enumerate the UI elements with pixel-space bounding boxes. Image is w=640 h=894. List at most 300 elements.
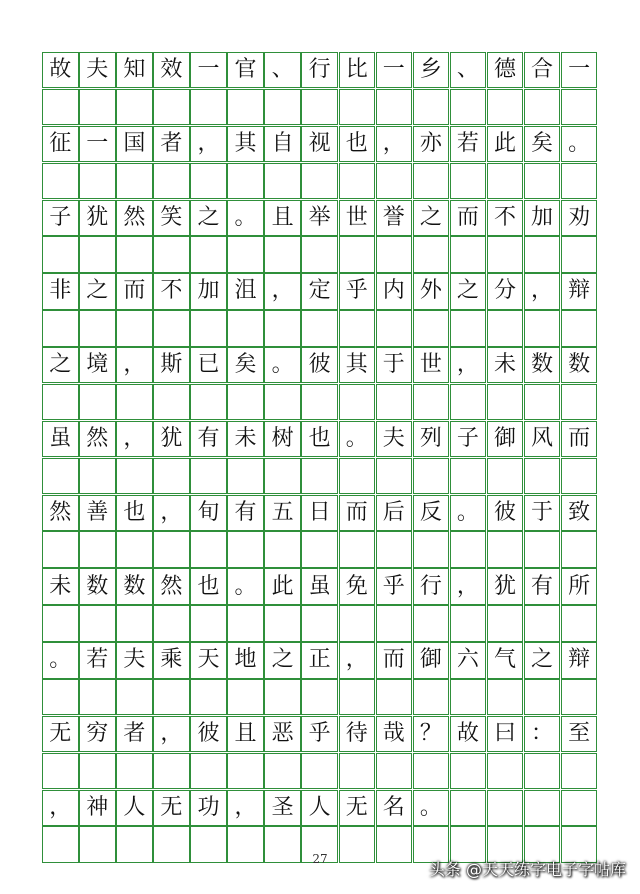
grid-cell: 夫 [79,52,116,88]
grid-cell: 虽 [301,568,338,604]
grid-cell: 日 [301,495,338,531]
grid-cell: 夫 [376,421,413,457]
practice-cell [524,753,561,789]
practice-cell [264,753,301,789]
grid-cell: 国 [116,126,153,162]
practice-cell [42,605,79,641]
grid-cell: 有 [190,421,227,457]
grid-cell [524,790,561,826]
text-row [42,495,597,531]
practice-cell [376,458,413,494]
practice-cell [116,163,153,199]
practice-cell [264,236,301,272]
grid-cell: 彼 [301,347,338,383]
grid-cell: 也 [190,568,227,604]
grid-cell: 无 [339,790,376,826]
practice-cell [450,753,487,789]
practice-cell [487,531,524,567]
grid-cell: 然 [116,200,153,236]
practice-cell [524,236,561,272]
grid-cell: ， [227,790,264,826]
grid-cell: 于 [376,347,413,383]
grid-cell: 官 [227,52,264,88]
practice-cell [487,89,524,125]
practice-cell [264,605,301,641]
grid-cell: 不 [487,200,524,236]
practice-cell [190,531,227,567]
practice-cell [487,458,524,494]
grid-cell: ， [376,126,413,162]
practice-cell [413,236,450,272]
text-row [42,790,597,826]
practice-cell [153,679,190,715]
grid-cell: 。 [413,790,450,826]
grid-cell: 名 [376,790,413,826]
practice-cell [227,236,264,272]
practice-cell [376,163,413,199]
practice-cell [227,163,264,199]
grid-cell: 而 [116,273,153,309]
grid-cell: 所 [561,568,598,604]
practice-cell [413,384,450,420]
grid-cell: 圣 [264,790,301,826]
practice-cell [413,605,450,641]
grid-cell: 之 [190,200,227,236]
grid-cell: 后 [376,495,413,531]
grid-cell: 有 [524,568,561,604]
practice-cell [42,384,79,420]
practice-cell [190,163,227,199]
grid-cell: 恶 [264,716,301,752]
practice-cell [524,89,561,125]
grid-cell: 免 [339,568,376,604]
page-number: 27 [312,852,328,866]
practice-cell [190,753,227,789]
practice-cell [190,310,227,346]
grid-cell: 其 [227,126,264,162]
practice-cell [42,679,79,715]
practice-cell [376,605,413,641]
grid-cell [561,790,598,826]
practice-cell [413,89,450,125]
grid-cell: 且 [264,200,301,236]
grid-cell: 。 [227,200,264,236]
practice-cell [42,236,79,272]
grid-cell: 也 [301,421,338,457]
grid-cell: 乎 [301,716,338,752]
practice-cell [227,531,264,567]
practice-cell [561,531,598,567]
practice-cell [450,310,487,346]
grid-cell: 曰 [487,716,524,752]
practice-cell [264,679,301,715]
grid-cell: 而 [339,495,376,531]
practice-cell [79,163,116,199]
practice-cell [301,531,338,567]
practice-cell [376,89,413,125]
practice-cell [79,310,116,346]
practice-cell [524,605,561,641]
grid-cell: 征 [42,126,79,162]
grid-cell: 辩 [561,642,598,678]
grid-cell: 彼 [487,495,524,531]
text-row [42,126,597,162]
practice-cell [561,384,598,420]
grid-cell: 列 [413,421,450,457]
practice-cell [227,605,264,641]
text-row [42,347,597,383]
practice-row [42,605,597,641]
grid-cell: 然 [79,421,116,457]
text-row [42,200,597,236]
grid-cell: 御 [413,642,450,678]
practice-cell [153,236,190,272]
grid-cell: 犹 [487,568,524,604]
grid-cell: 笑 [153,200,190,236]
practice-row [42,236,597,272]
practice-row [42,753,597,789]
grid-cell: 矣 [524,126,561,162]
practice-cell [561,236,598,272]
grid-cell: 子 [42,200,79,236]
practice-cell [450,605,487,641]
practice-cell [153,89,190,125]
grid-cell: 若 [79,642,116,678]
grid-cell: 之 [79,273,116,309]
grid-cell: 行 [413,568,450,604]
grid-cell: 之 [524,642,561,678]
practice-cell [153,384,190,420]
grid-cell: 无 [153,790,190,826]
practice-cell [116,310,153,346]
practice-cell [339,236,376,272]
practice-cell [339,163,376,199]
practice-cell [42,89,79,125]
grid-cell: 且 [227,716,264,752]
practice-cell [524,458,561,494]
grid-cell: 乎 [339,273,376,309]
practice-cell [79,384,116,420]
grid-cell: 天 [190,642,227,678]
practice-cell [339,531,376,567]
practice-cell [413,679,450,715]
practice-cell [413,458,450,494]
practice-cell [450,531,487,567]
practice-cell [524,310,561,346]
practice-cell [153,458,190,494]
grid-cell: ， [153,495,190,531]
practice-cell [42,531,79,567]
grid-cell: 辩 [561,273,598,309]
grid-cell: 者 [116,716,153,752]
practice-cell [413,163,450,199]
text-row [42,642,597,678]
practice-row [42,384,597,420]
grid-cell: 五 [264,495,301,531]
grid-cell: ， [450,347,487,383]
grid-cell: 人 [301,790,338,826]
grid-cell: 已 [190,347,227,383]
grid-cell: 神 [79,790,116,826]
grid-cell: 、 [264,52,301,88]
grid-cell: 。 [339,421,376,457]
practice-cell [116,679,153,715]
practice-row [42,163,597,199]
grid-cell: 斯 [153,347,190,383]
practice-cell [376,384,413,420]
practice-cell [524,384,561,420]
grid-cell: 也 [339,126,376,162]
grid-cell: 气 [487,642,524,678]
grid-cell: 矣 [227,347,264,383]
practice-cell [301,753,338,789]
grid-cell: 乡 [413,52,450,88]
practice-cell [487,679,524,715]
grid-cell: 知 [116,52,153,88]
grid-cell: ， [42,790,79,826]
practice-cell [450,458,487,494]
practice-cell [413,531,450,567]
practice-cell [79,531,116,567]
practice-cell [561,163,598,199]
practice-cell [116,753,153,789]
practice-cell [79,236,116,272]
practice-cell [301,384,338,420]
grid-cell: 犹 [79,200,116,236]
text-row [42,421,597,457]
grid-cell: 比 [339,52,376,88]
practice-cell [450,384,487,420]
practice-cell [487,605,524,641]
practice-cell [116,605,153,641]
grid-cell: 树 [264,421,301,457]
practice-cell [42,310,79,346]
grid-cell: 穷 [79,716,116,752]
practice-cell [116,458,153,494]
practice-cell [227,458,264,494]
practice-cell [264,163,301,199]
grid-cell: 自 [264,126,301,162]
practice-cell [413,753,450,789]
grid-cell: 一 [561,52,598,88]
practice-cell [264,458,301,494]
grid-cell: 夫 [116,642,153,678]
grid-cell: ， [450,568,487,604]
text-row [42,52,597,88]
practice-cell [376,753,413,789]
practice-cell [339,679,376,715]
practice-cell [190,679,227,715]
practice-cell [227,384,264,420]
practice-cell [524,679,561,715]
practice-cell [79,753,116,789]
practice-cell [153,605,190,641]
grid-cell: 之 [42,347,79,383]
grid-cell: 而 [450,200,487,236]
practice-cell [413,310,450,346]
practice-cell [227,310,264,346]
grid-cell: 未 [42,568,79,604]
practice-row [42,89,597,125]
grid-cell: 故 [450,716,487,752]
grid-cell: 未 [487,347,524,383]
grid-cell: 亦 [413,126,450,162]
grid-cell: 正 [301,642,338,678]
practice-cell [79,605,116,641]
practice-cell [301,605,338,641]
grid-cell: 。 [264,347,301,383]
practice-cell [301,679,338,715]
practice-row [42,679,597,715]
grid-cell: 御 [487,421,524,457]
grid-cell: 哉 [376,716,413,752]
practice-cell [42,163,79,199]
grid-cell: 子 [450,421,487,457]
grid-cell: 乘 [153,642,190,678]
grid-cell: 故 [42,52,79,88]
practice-cell [487,384,524,420]
grid-cell: 非 [42,273,79,309]
practice-row [42,310,597,346]
grid-cell: ， [116,347,153,383]
grid-cell [487,790,524,826]
practice-cell [339,753,376,789]
practice-row [42,458,597,494]
practice-cell [561,89,598,125]
practice-cell [376,531,413,567]
practice-cell [561,310,598,346]
grid-cell: 犹 [153,421,190,457]
text-row [42,716,597,752]
practice-cell [450,89,487,125]
grid-cell: 。 [227,568,264,604]
grid-cell: 不 [153,273,190,309]
grid-cell: 。 [561,126,598,162]
practice-cell [524,163,561,199]
grid-cell: 外 [413,273,450,309]
practice-cell [301,163,338,199]
practice-row [42,531,597,567]
practice-cell [301,236,338,272]
practice-cell [79,89,116,125]
practice-cell [450,236,487,272]
grid-cell: 德 [487,52,524,88]
grid-cell: 举 [301,200,338,236]
grid-cell: 虽 [42,421,79,457]
practice-cell [190,384,227,420]
grid-cell: 地 [227,642,264,678]
practice-cell [116,236,153,272]
grid-cell: 未 [227,421,264,457]
practice-cell [339,89,376,125]
grid-cell: 劝 [561,200,598,236]
practice-cell [524,531,561,567]
practice-cell [301,310,338,346]
grid-cell: 风 [524,421,561,457]
practice-cell [376,236,413,272]
grid-cell: 此 [264,568,301,604]
grid-cell: 此 [487,126,524,162]
practice-cell [339,605,376,641]
grid-cell: 效 [153,52,190,88]
practice-cell [79,679,116,715]
grid-cell: ： [524,716,561,752]
grid-cell: 沮 [227,273,264,309]
practice-cell [116,531,153,567]
grid-cell: 数 [116,568,153,604]
grid-cell: 之 [413,200,450,236]
grid-cell: 人 [116,790,153,826]
grid-cell: 其 [339,347,376,383]
practice-cell [153,310,190,346]
text-row [42,568,597,604]
practice-cell [116,384,153,420]
grid-cell: 合 [524,52,561,88]
practice-cell [190,89,227,125]
grid-cell: 数 [561,347,598,383]
practice-cell [227,89,264,125]
grid-cell [450,790,487,826]
grid-cell: 至 [561,716,598,752]
grid-cell: 然 [42,495,79,531]
grid-cell: 。 [42,642,79,678]
grid-cell: 定 [301,273,338,309]
grid-cell: 旬 [190,495,227,531]
grid-cell: ， [339,642,376,678]
practice-cell [264,310,301,346]
watermark: 头条 @天天练字电子字帖库 [428,860,626,879]
practice-cell [153,753,190,789]
practice-cell [561,605,598,641]
grid-cell: 。 [450,495,487,531]
grid-cell: 待 [339,716,376,752]
practice-cell [79,458,116,494]
grid-cell: ， [153,716,190,752]
practice-cell [301,458,338,494]
grid-cell: 若 [450,126,487,162]
practice-cell [487,310,524,346]
grid-cell: 数 [79,568,116,604]
grid-cell: 誉 [376,200,413,236]
practice-cell [487,163,524,199]
grid-cell: 加 [190,273,227,309]
grid-cell: 世 [413,347,450,383]
grid-cell: 致 [561,495,598,531]
practice-cell [153,163,190,199]
practice-cell [376,310,413,346]
grid-cell: 之 [450,273,487,309]
grid-cell: 之 [264,642,301,678]
grid-cell: 功 [190,790,227,826]
practice-cell [116,89,153,125]
grid-cell: 分 [487,273,524,309]
practice-cell [339,458,376,494]
grid-cell: 一 [376,52,413,88]
grid-cell: 者 [153,126,190,162]
grid-cell: ， [190,126,227,162]
grid-cell: ， [116,421,153,457]
grid-cell: 、 [450,52,487,88]
practice-cell [450,163,487,199]
practice-cell [42,753,79,789]
practice-cell [487,236,524,272]
practice-cell [227,679,264,715]
grid-cell: 世 [339,200,376,236]
grid-cell: ， [264,273,301,309]
grid-cell: 内 [376,273,413,309]
practice-cell [561,753,598,789]
grid-cell: 善 [79,495,116,531]
